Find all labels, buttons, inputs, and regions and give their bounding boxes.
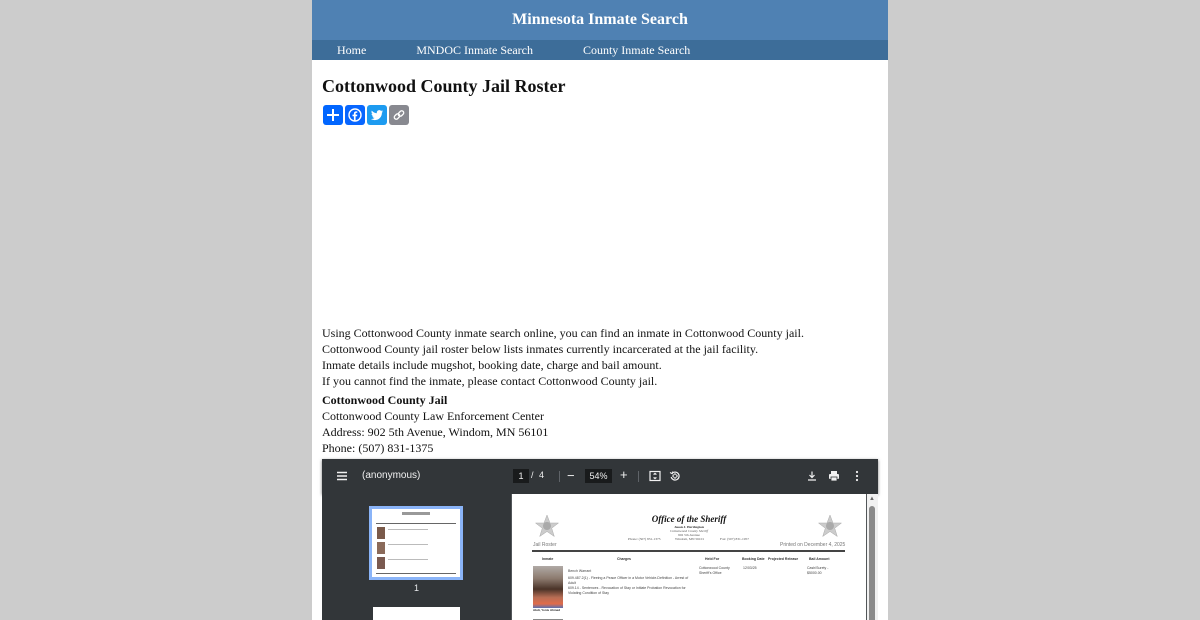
- held-for: Cottonwood County Sheriff's Office: [699, 566, 730, 575]
- booking-date: 12/03/25: [743, 566, 757, 570]
- facebook-icon: [348, 108, 362, 122]
- toolbar-divider: [638, 471, 639, 482]
- toolbar-divider: [559, 471, 560, 482]
- col-charges: Charges: [617, 557, 632, 561]
- page-thumbnail-2[interactable]: [373, 607, 460, 620]
- print-icon[interactable]: [828, 470, 840, 482]
- page-separator: /: [531, 470, 534, 480]
- twitter-icon: [370, 108, 384, 122]
- nav-county-inmate-search[interactable]: County Inmate Search: [582, 42, 691, 57]
- scrollbar-thumb[interactable]: [869, 506, 875, 620]
- nav-mndoc-inmate-search[interactable]: MNDOC Inmate Search: [416, 42, 533, 57]
- download-icon[interactable]: [806, 470, 818, 482]
- col-bail-amount: Bail Amount: [809, 557, 830, 561]
- fit-page-icon[interactable]: [649, 470, 661, 482]
- page-thumbnail-1[interactable]: [369, 506, 463, 580]
- link-icon: [392, 108, 406, 122]
- jail-name: Cottonwood County Jail: [322, 393, 448, 407]
- twitter-share-button[interactable]: [367, 105, 387, 125]
- sheriff-city: Windom, MN 56101: [675, 537, 705, 541]
- charge-line: 609.487.2(1) - Fleeing a Peace Officer in a Motor Vehicle-Definition - Arrest of Adult: [568, 576, 689, 585]
- printed-date: Printed on December 4, 2025: [780, 542, 846, 548]
- inmate-name: Abdi, Yonis Ahmed: [533, 608, 561, 612]
- main-nav: [312, 40, 888, 60]
- sheriff-name: Jason J. Purrington: [674, 525, 704, 529]
- ad-placeholder: [322, 125, 878, 325]
- bail-amount: Cash/Surety - $5000.00: [807, 566, 829, 575]
- col-projected-release: Projected Release: [768, 557, 799, 561]
- zoom-in-button[interactable]: +: [620, 467, 628, 482]
- pdf-document-area: [511, 494, 878, 620]
- charge-line: Bench Warrant: [568, 569, 592, 573]
- pdf-viewer: [322, 459, 878, 620]
- plus-icon: [326, 108, 340, 122]
- scroll-up-arrow-icon[interactable]: ▲: [869, 496, 875, 502]
- pdf-toolbar: [322, 459, 878, 494]
- jail-phone: Phone: (507) 831-1375: [322, 441, 434, 455]
- pdf-scrollbar[interactable]: [867, 494, 878, 620]
- site-title[interactable]: Minnesota Inmate Search: [512, 11, 688, 28]
- pdf-page-1: [512, 494, 866, 620]
- menu-icon[interactable]: [336, 470, 348, 482]
- intro-line: If you cannot find the inmate, please contact Cottonwood County jail.: [322, 374, 658, 388]
- header-rule: [532, 550, 845, 552]
- sheriff-address: 902 5th Avenue: [678, 533, 700, 537]
- sheriff-phone: Phone: (507) 831-1375: [628, 537, 661, 541]
- col-booking-date: Booking Date: [742, 557, 765, 561]
- intro-line: Using Cottonwood County inmate search online, you can find an inmate in Cottonwood County jail.: [322, 326, 804, 340]
- jail-facility: Cottonwood County Law Enforcement Center: [322, 409, 544, 423]
- nav-home[interactable]: Home: [337, 42, 367, 57]
- jail-roster-label: Jail Roster: [533, 542, 557, 548]
- page-container: [312, 0, 888, 620]
- rotate-icon[interactable]: [669, 470, 681, 482]
- facebook-share-button[interactable]: [345, 105, 365, 125]
- share-button[interactable]: [323, 105, 343, 125]
- thumbnail-sidebar: [322, 494, 511, 620]
- zoom-level-input[interactable]: 54%: [585, 469, 612, 483]
- total-pages: 4: [539, 470, 545, 480]
- copy-link-button[interactable]: [389, 105, 409, 125]
- jail-address: Address: 902 5th Avenue, Windom, MN 56101: [322, 425, 549, 439]
- sheriff-role: Cottonwood County Sheriff: [669, 529, 709, 533]
- sheriff-fax: Fax: (507) 831-1957: [720, 537, 749, 541]
- thumbnail-label: 1: [413, 583, 419, 593]
- charge-line: 609.14 - Sentences - Revocation of Stay or Initiate Probation Revocation for Violating Condition of Stay: [568, 586, 686, 595]
- page-number-input[interactable]: 1: [513, 469, 529, 483]
- main-content: [312, 75, 888, 456]
- page-title: Cottonwood County Jail Roster: [322, 76, 566, 96]
- jail-info: [322, 392, 878, 456]
- col-held-for: Held For: [705, 557, 720, 561]
- document-heading: Office of the Sheriff: [651, 514, 727, 524]
- col-inmate: Inmate: [542, 557, 554, 561]
- inmate-mugshot: [533, 566, 563, 608]
- share-bar: [323, 105, 878, 125]
- intro-line: Cottonwood County jail roster below lists inmates currently incarcerated at the jail facility.: [322, 342, 759, 356]
- zoom-out-button[interactable]: −: [567, 468, 575, 483]
- site-header: [312, 0, 888, 40]
- intro-line: Inmate details include mugshot, booking date, charge and bail amount.: [322, 358, 662, 372]
- pdf-doc-title: (anonymous): [362, 470, 421, 481]
- intro-text: [322, 325, 878, 389]
- more-options-icon[interactable]: [851, 470, 863, 482]
